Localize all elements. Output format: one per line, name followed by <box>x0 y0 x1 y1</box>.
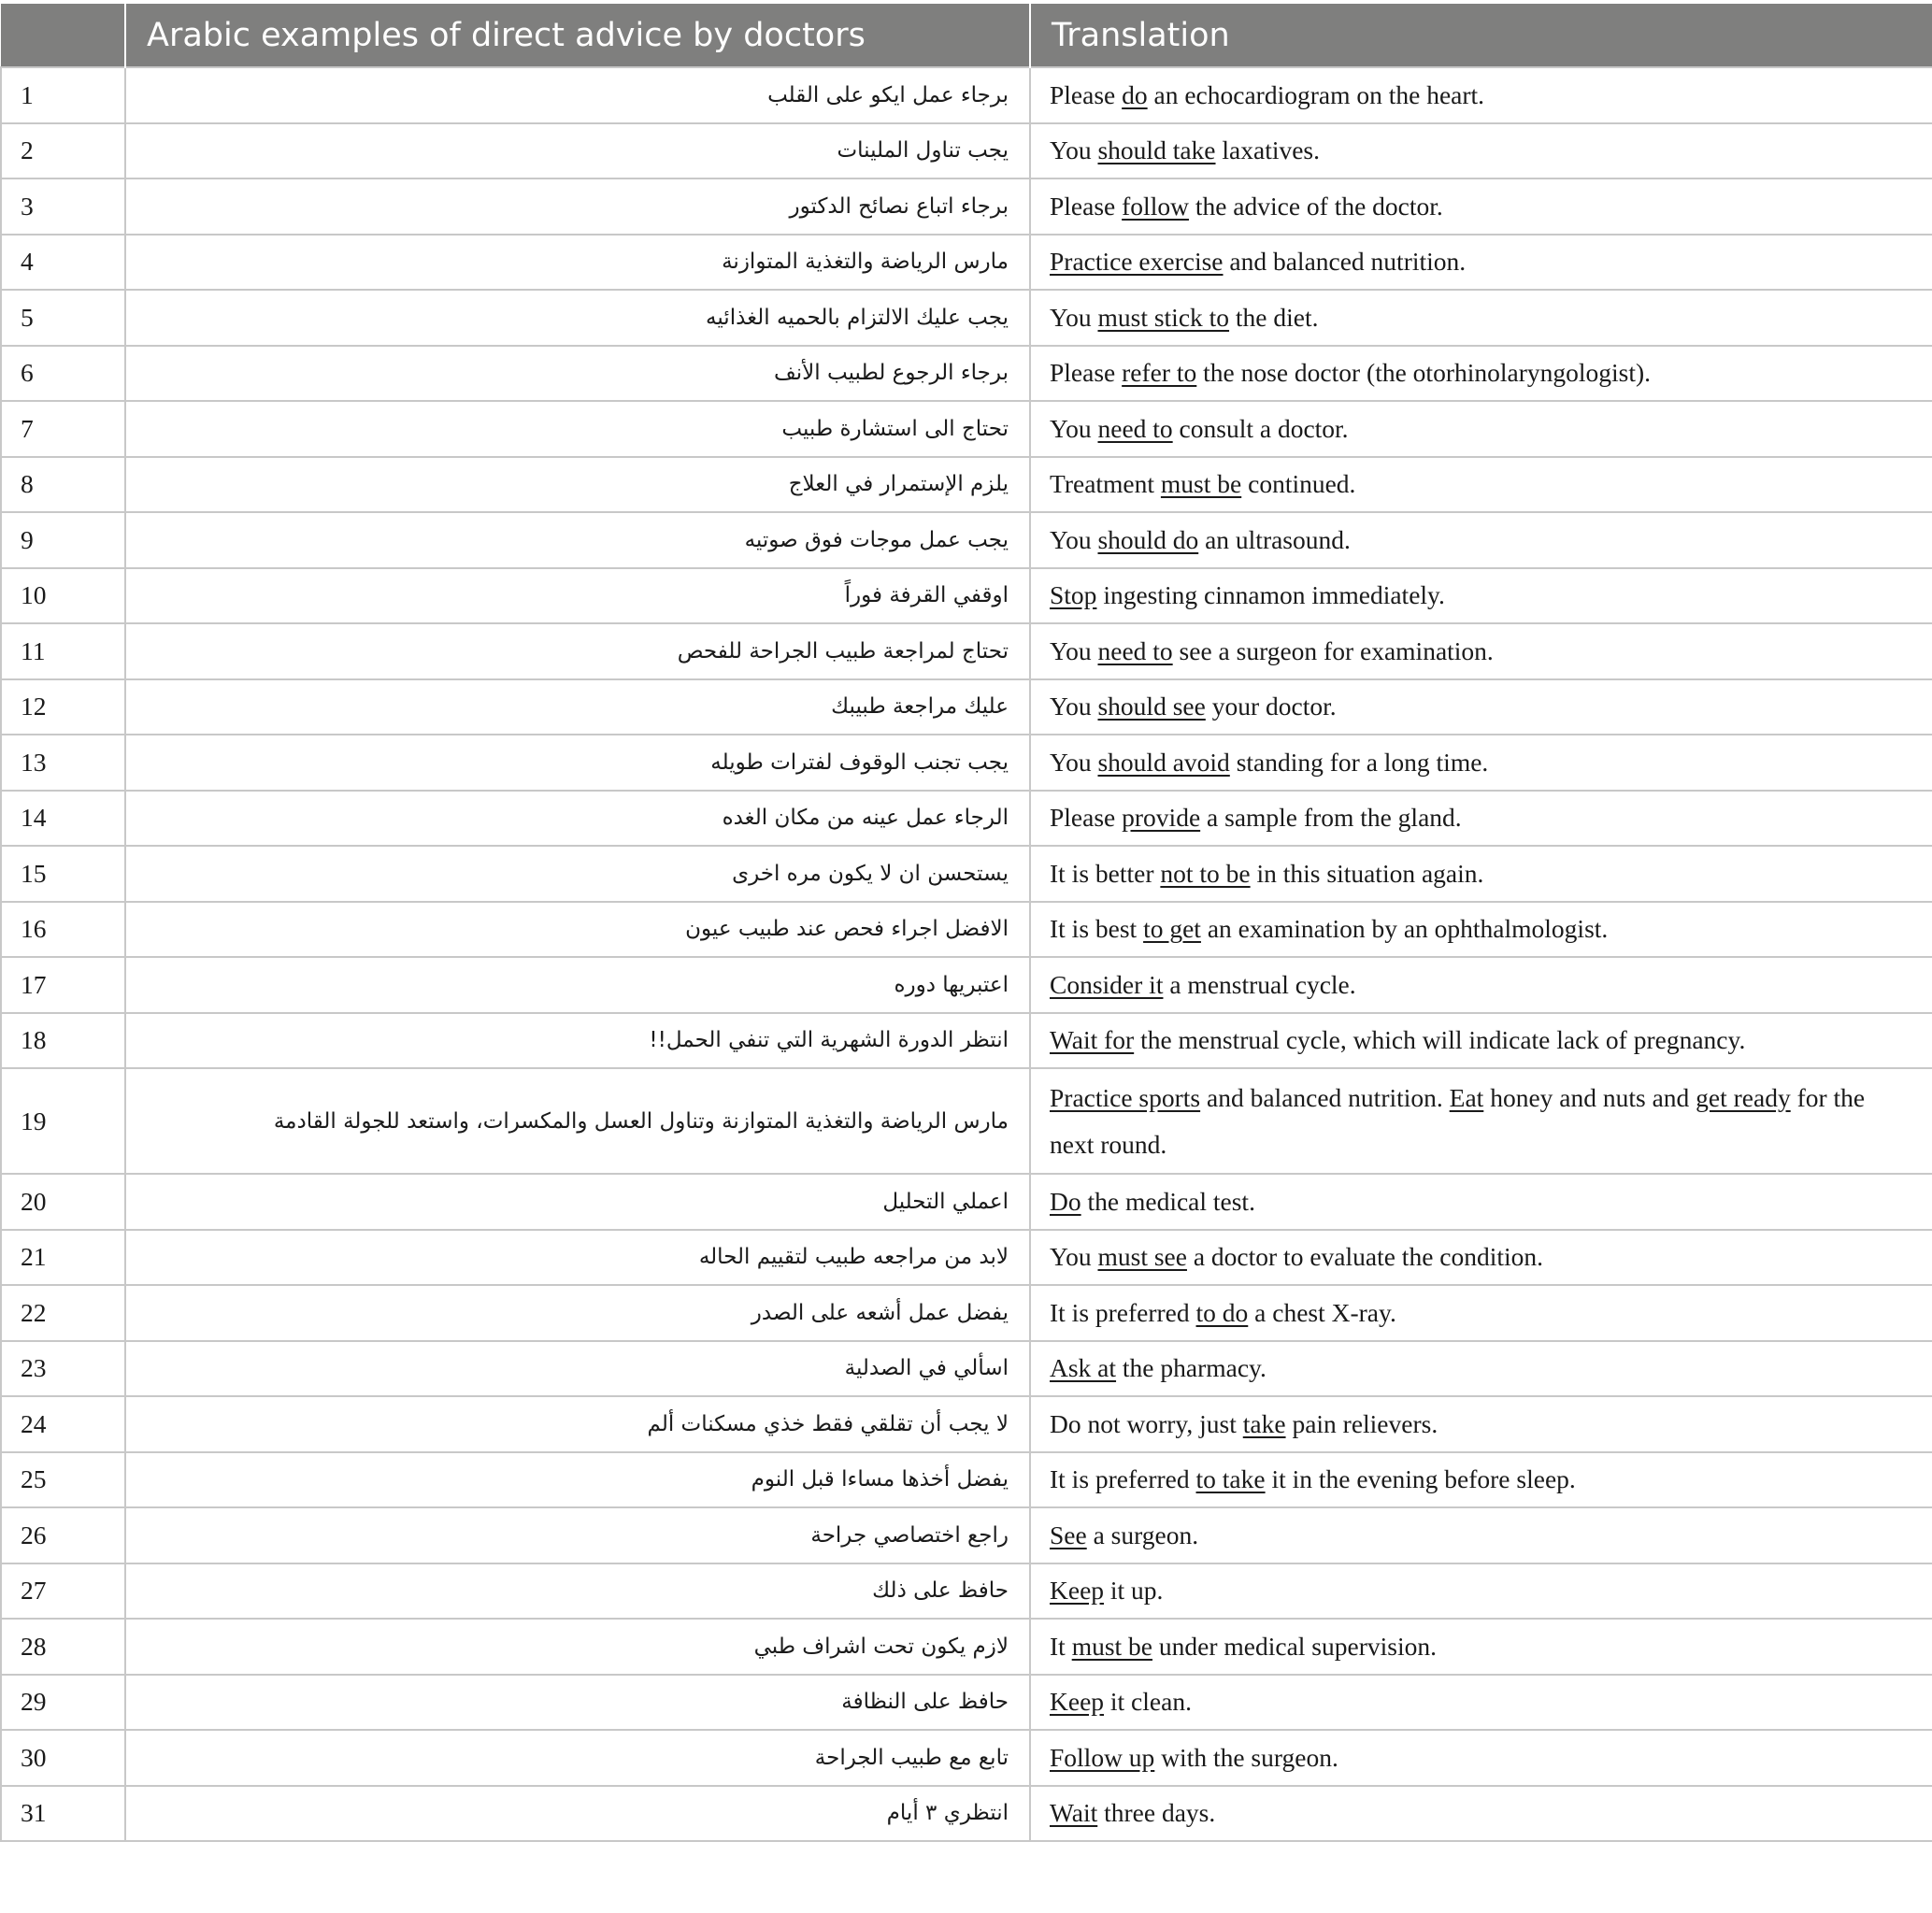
row-number: 24 <box>1 1396 125 1452</box>
row-number: 14 <box>1 791 125 847</box>
row-number: 17 <box>1 957 125 1013</box>
translation-text <box>1030 1396 1932 1452</box>
translation-text <box>1030 1068 1932 1174</box>
translation-segment: consult a doctor. <box>1172 413 1349 443</box>
underlined-advice-verb: not to be <box>1160 858 1251 888</box>
arabic-example: برجاء الرجوع لطبيب الأنف <box>125 346 1030 402</box>
translation-segment: a surgeon. <box>1086 1520 1199 1549</box>
table-row <box>1 902 1932 958</box>
underlined-advice-verb: Do <box>1050 1186 1081 1216</box>
translation-text <box>1030 1013 1932 1069</box>
translation-segment: an examination by an ophthalmologist. <box>1200 914 1609 944</box>
arabic-example: انتظري ٣ أيام <box>125 1786 1030 1842</box>
row-number: 25 <box>1 1452 125 1508</box>
arabic-example: يجب تجنب الوقوف لفترات طويله <box>125 735 1030 791</box>
translation-text <box>1030 401 1932 457</box>
translation-segment: an echocardiogram on the heart. <box>1147 79 1485 109</box>
underlined-advice-verb: should avoid <box>1097 747 1230 777</box>
table-row <box>1 846 1932 902</box>
translation-segment: It is preferred <box>1050 1464 1196 1494</box>
underlined-advice-verb: should do <box>1097 524 1199 554</box>
underlined-advice-verb: Consider it <box>1050 969 1164 999</box>
arabic-example: لازم يكون تحت اشراف طبي <box>125 1619 1030 1675</box>
row-number: 20 <box>1 1174 125 1230</box>
underlined-advice-verb: Keep <box>1050 1687 1105 1717</box>
arabic-example: يجب تناول الملينات <box>125 123 1030 179</box>
underlined-advice-verb: need to <box>1097 635 1173 665</box>
translation-segment: Please <box>1050 803 1123 833</box>
translation-segment: You <box>1050 635 1098 665</box>
underlined-advice-verb: get ready <box>1696 1082 1791 1112</box>
translation-segment: You <box>1050 1242 1098 1272</box>
row-number: 26 <box>1 1507 125 1563</box>
translation-text <box>1030 1507 1932 1563</box>
underlined-advice-verb: must be <box>1071 1631 1153 1661</box>
arabic-example: برجاء عمل ايكو على القلب <box>125 67 1030 123</box>
arabic-example: برجاء اتباع نصائح الدكتور <box>125 178 1030 235</box>
arabic-example: اوقفي القرفة فوراً <box>125 568 1030 624</box>
translation-segment: Please <box>1050 191 1123 221</box>
arabic-example: اعتبريها دوره <box>125 957 1030 1013</box>
table-row <box>1 512 1932 568</box>
translation-text <box>1030 679 1932 735</box>
translation-text <box>1030 290 1932 346</box>
underlined-advice-verb: must see <box>1097 1242 1187 1272</box>
row-number: 19 <box>1 1068 125 1174</box>
underlined-advice-verb: Follow up <box>1050 1742 1155 1772</box>
translation-segment: and balanced nutrition. <box>1223 247 1467 277</box>
row-number: 11 <box>1 623 125 679</box>
translation-text <box>1030 957 1932 1013</box>
row-number: 18 <box>1 1013 125 1069</box>
translation-segment: see a surgeon for examination. <box>1172 635 1494 665</box>
translation-text <box>1030 902 1932 958</box>
table-row <box>1 123 1932 179</box>
arabic-example: تحتاج لمراجعة طبيب الجراحة للفحص <box>125 623 1030 679</box>
translation-text <box>1030 67 1932 123</box>
translation-segment: a sample from the gland. <box>1200 803 1462 833</box>
translation-segment: laxatives. <box>1215 136 1321 165</box>
row-number: 21 <box>1 1230 125 1286</box>
translation-segment: Treatment <box>1050 469 1161 499</box>
underlined-advice-verb: to do <box>1195 1297 1249 1327</box>
row-number: 22 <box>1 1285 125 1341</box>
translation-segment: Do not worry, just <box>1050 1408 1243 1438</box>
translation-text <box>1030 1452 1932 1508</box>
table-row <box>1 235 1932 291</box>
table-row <box>1 1619 1932 1675</box>
translation-segment: the nose doctor (the otorhinolaryngologist). <box>1196 358 1652 388</box>
table-row <box>1 1341 1932 1397</box>
row-number: 1 <box>1 67 125 123</box>
table-row <box>1 401 1932 457</box>
translation-segment: It <box>1050 1631 1072 1661</box>
underlined-advice-verb: to take <box>1195 1464 1266 1494</box>
translation-segment: You <box>1050 692 1098 721</box>
translation-segment: Please <box>1050 358 1123 388</box>
underlined-advice-verb: need to <box>1097 413 1173 443</box>
underlined-advice-verb: take <box>1242 1408 1286 1438</box>
translation-text <box>1030 457 1932 513</box>
table-row <box>1 1452 1932 1508</box>
row-number: 6 <box>1 346 125 402</box>
arabic-example: اسألي في الصدلية <box>125 1341 1030 1397</box>
underlined-advice-verb: to get <box>1143 914 1201 944</box>
translation-segment: You <box>1050 524 1098 554</box>
translation-segment: the menstrual cycle, which will indicate lack of pregnancy. <box>1134 1025 1746 1055</box>
translation-segment: Please <box>1050 79 1123 109</box>
underlined-advice-verb: should take <box>1097 136 1216 165</box>
row-number: 31 <box>1 1786 125 1842</box>
table-header <box>1 4 1932 67</box>
underlined-advice-verb: provide <box>1122 803 1201 833</box>
translation-text <box>1030 568 1932 624</box>
translation-segment: the diet. <box>1229 302 1319 332</box>
translation-text <box>1030 235 1932 291</box>
arabic-example: يجب عمل موجات فوق صوتيه <box>125 512 1030 568</box>
arabic-example: اعملي التحليل <box>125 1174 1030 1230</box>
translation-text <box>1030 735 1932 791</box>
underlined-advice-verb: do <box>1122 79 1148 109</box>
translation-segment: You <box>1050 302 1098 332</box>
translation-text <box>1030 1563 1932 1620</box>
translation-text <box>1030 1341 1932 1397</box>
translation-segment: standing for a long time. <box>1229 747 1489 777</box>
underlined-advice-verb: must be <box>1160 469 1242 499</box>
underlined-advice-verb: follow <box>1122 191 1189 221</box>
header-row <box>1 4 1932 67</box>
translation-text <box>1030 1675 1932 1731</box>
advice-table <box>0 4 1932 1842</box>
table-row <box>1 568 1932 624</box>
arabic-example: يجب عليك الالتزام بالحميه الغذائيه <box>125 290 1030 346</box>
row-number: 13 <box>1 735 125 791</box>
row-number: 16 <box>1 902 125 958</box>
translation-segment: it up. <box>1104 1576 1164 1606</box>
table-row <box>1 735 1932 791</box>
row-number: 4 <box>1 235 125 291</box>
arabic-example: مارس الرياضة والتغذية المتوازنة <box>125 235 1030 291</box>
arabic-example: يستحسن ان لا يكون مره اخرى <box>125 846 1030 902</box>
translation-text <box>1030 1174 1932 1230</box>
row-number: 29 <box>1 1675 125 1731</box>
row-number: 12 <box>1 679 125 735</box>
row-number: 15 <box>1 846 125 902</box>
table-row <box>1 623 1932 679</box>
underlined-advice-verb: Stop <box>1050 580 1097 610</box>
translation-segment: It is best <box>1050 914 1144 944</box>
table-row <box>1 346 1932 402</box>
table-row <box>1 67 1932 123</box>
translation-segment: pain relievers. <box>1285 1408 1438 1438</box>
translation-text <box>1030 846 1932 902</box>
row-number: 7 <box>1 401 125 457</box>
header-number <box>1 4 125 67</box>
translation-segment: honey and nuts and <box>1483 1082 1696 1112</box>
underlined-advice-verb: Eat <box>1449 1082 1484 1112</box>
arabic-example: تحتاج الى استشارة طبيب <box>125 401 1030 457</box>
translation-segment: You <box>1050 136 1098 165</box>
arabic-example: عليك مراجعة طبيبك <box>125 679 1030 735</box>
table-row <box>1 1068 1932 1174</box>
table-row <box>1 791 1932 847</box>
translation-segment: a menstrual cycle. <box>1163 969 1356 999</box>
arabic-example: تابع مع طبيب الجراحة <box>125 1730 1030 1786</box>
arabic-example: يلزم الإستمرار في العلاج <box>125 457 1030 513</box>
translation-segment: the advice of the doctor. <box>1188 191 1443 221</box>
underlined-advice-verb: Practice sports <box>1050 1082 1201 1112</box>
translation-segment: an ultrasound. <box>1198 524 1351 554</box>
table-row <box>1 1563 1932 1620</box>
arabic-example: يفضل عمل أشعه على الصدر <box>125 1285 1030 1341</box>
arabic-example: انتظر الدورة الشهرية التي تنفي الحمل!! <box>125 1013 1030 1069</box>
translation-segment: the pharmacy. <box>1116 1353 1267 1383</box>
underlined-advice-verb: must stick to <box>1097 302 1230 332</box>
table-row <box>1 679 1932 735</box>
arabic-example: مارس الرياضة والتغذية المتوازنة وتناول العسل والمكسرات، واستعد للجولة القادمة <box>125 1068 1030 1174</box>
translation-text <box>1030 1285 1932 1341</box>
row-number: 30 <box>1 1730 125 1786</box>
row-number: 28 <box>1 1619 125 1675</box>
translation-segment: in this situation again. <box>1250 858 1484 888</box>
translation-segment: a doctor to evaluate the condition. <box>1186 1242 1544 1272</box>
table-row <box>1 1174 1932 1230</box>
underlined-advice-verb: refer to <box>1122 358 1197 388</box>
arabic-example: يفضل أخذها مساءا قبل النوم <box>125 1452 1030 1508</box>
translation-text <box>1030 1230 1932 1286</box>
translation-segment: a chest X-ray. <box>1248 1297 1396 1327</box>
arabic-example: لابد من مراجعه طبيب لتقييم الحاله <box>125 1230 1030 1286</box>
table-row <box>1 1396 1932 1452</box>
translation-text <box>1030 1730 1932 1786</box>
row-number: 23 <box>1 1341 125 1397</box>
translation-segment: it in the evening before sleep. <box>1265 1464 1576 1494</box>
translation-text <box>1030 512 1932 568</box>
header-translation: Translation <box>1030 4 1932 67</box>
row-number: 8 <box>1 457 125 513</box>
arabic-example: لا يجب أن تقلقي فقط خذي مسكنات ألم <box>125 1396 1030 1452</box>
translation-segment: It is better <box>1050 858 1161 888</box>
table-row <box>1 1013 1932 1069</box>
header-arabic-examples: Arabic examples of direct advice by doctors <box>125 4 1030 67</box>
arabic-example: حافظ على النظافة <box>125 1675 1030 1731</box>
arabic-example: راجع اختصاصي جراحة <box>125 1507 1030 1563</box>
translation-segment: You <box>1050 413 1098 443</box>
translation-text <box>1030 346 1932 402</box>
row-number: 5 <box>1 290 125 346</box>
translation-text <box>1030 123 1932 179</box>
translation-segment: it clean. <box>1104 1687 1192 1717</box>
table-row <box>1 1786 1932 1842</box>
table-row <box>1 1675 1932 1731</box>
underlined-advice-verb: Keep <box>1050 1576 1105 1606</box>
translation-segment: with the surgeon. <box>1154 1742 1338 1772</box>
underlined-advice-verb: should see <box>1097 692 1206 721</box>
row-number: 10 <box>1 568 125 624</box>
translation-segment: under medical supervision. <box>1152 1631 1437 1661</box>
translation-text <box>1030 178 1932 235</box>
table-row <box>1 1730 1932 1786</box>
table-row <box>1 1507 1932 1563</box>
row-number: 2 <box>1 123 125 179</box>
table-row <box>1 457 1932 513</box>
translation-segment: and balanced nutrition. <box>1200 1082 1450 1112</box>
table-body <box>1 67 1932 1841</box>
translation-segment: ingesting cinnamon immediately. <box>1096 580 1445 610</box>
translation-segment: You <box>1050 747 1098 777</box>
underlined-advice-verb: See <box>1050 1520 1087 1549</box>
underlined-advice-verb: Wait <box>1050 1798 1098 1828</box>
table-row <box>1 957 1932 1013</box>
table-row <box>1 178 1932 235</box>
arabic-example: حافظ على ذلك <box>125 1563 1030 1620</box>
table-row <box>1 1230 1932 1286</box>
table-row <box>1 1285 1932 1341</box>
translation-segment: It is preferred <box>1050 1297 1196 1327</box>
table-row <box>1 290 1932 346</box>
underlined-advice-verb: Ask at <box>1050 1353 1117 1383</box>
row-number: 27 <box>1 1563 125 1620</box>
underlined-advice-verb: Practice exercise <box>1050 247 1224 277</box>
translation-text <box>1030 791 1932 847</box>
translation-segment: your doctor. <box>1205 692 1337 721</box>
row-number: 3 <box>1 178 125 235</box>
underlined-advice-verb: Wait for <box>1050 1025 1135 1055</box>
row-number: 9 <box>1 512 125 568</box>
translation-segment: three days. <box>1097 1798 1216 1828</box>
arabic-example: الافضل اجراء فحص عند طبيب عيون <box>125 902 1030 958</box>
translation-segment: continued. <box>1241 469 1356 499</box>
arabic-example: الرجاء عمل عينه من مكان الغده <box>125 791 1030 847</box>
translation-segment: the medical test. <box>1080 1186 1255 1216</box>
translation-text <box>1030 1619 1932 1675</box>
translation-text <box>1030 623 1932 679</box>
translation-segment: for the next round. <box>1050 1082 1866 1159</box>
translation-text <box>1030 1786 1932 1842</box>
